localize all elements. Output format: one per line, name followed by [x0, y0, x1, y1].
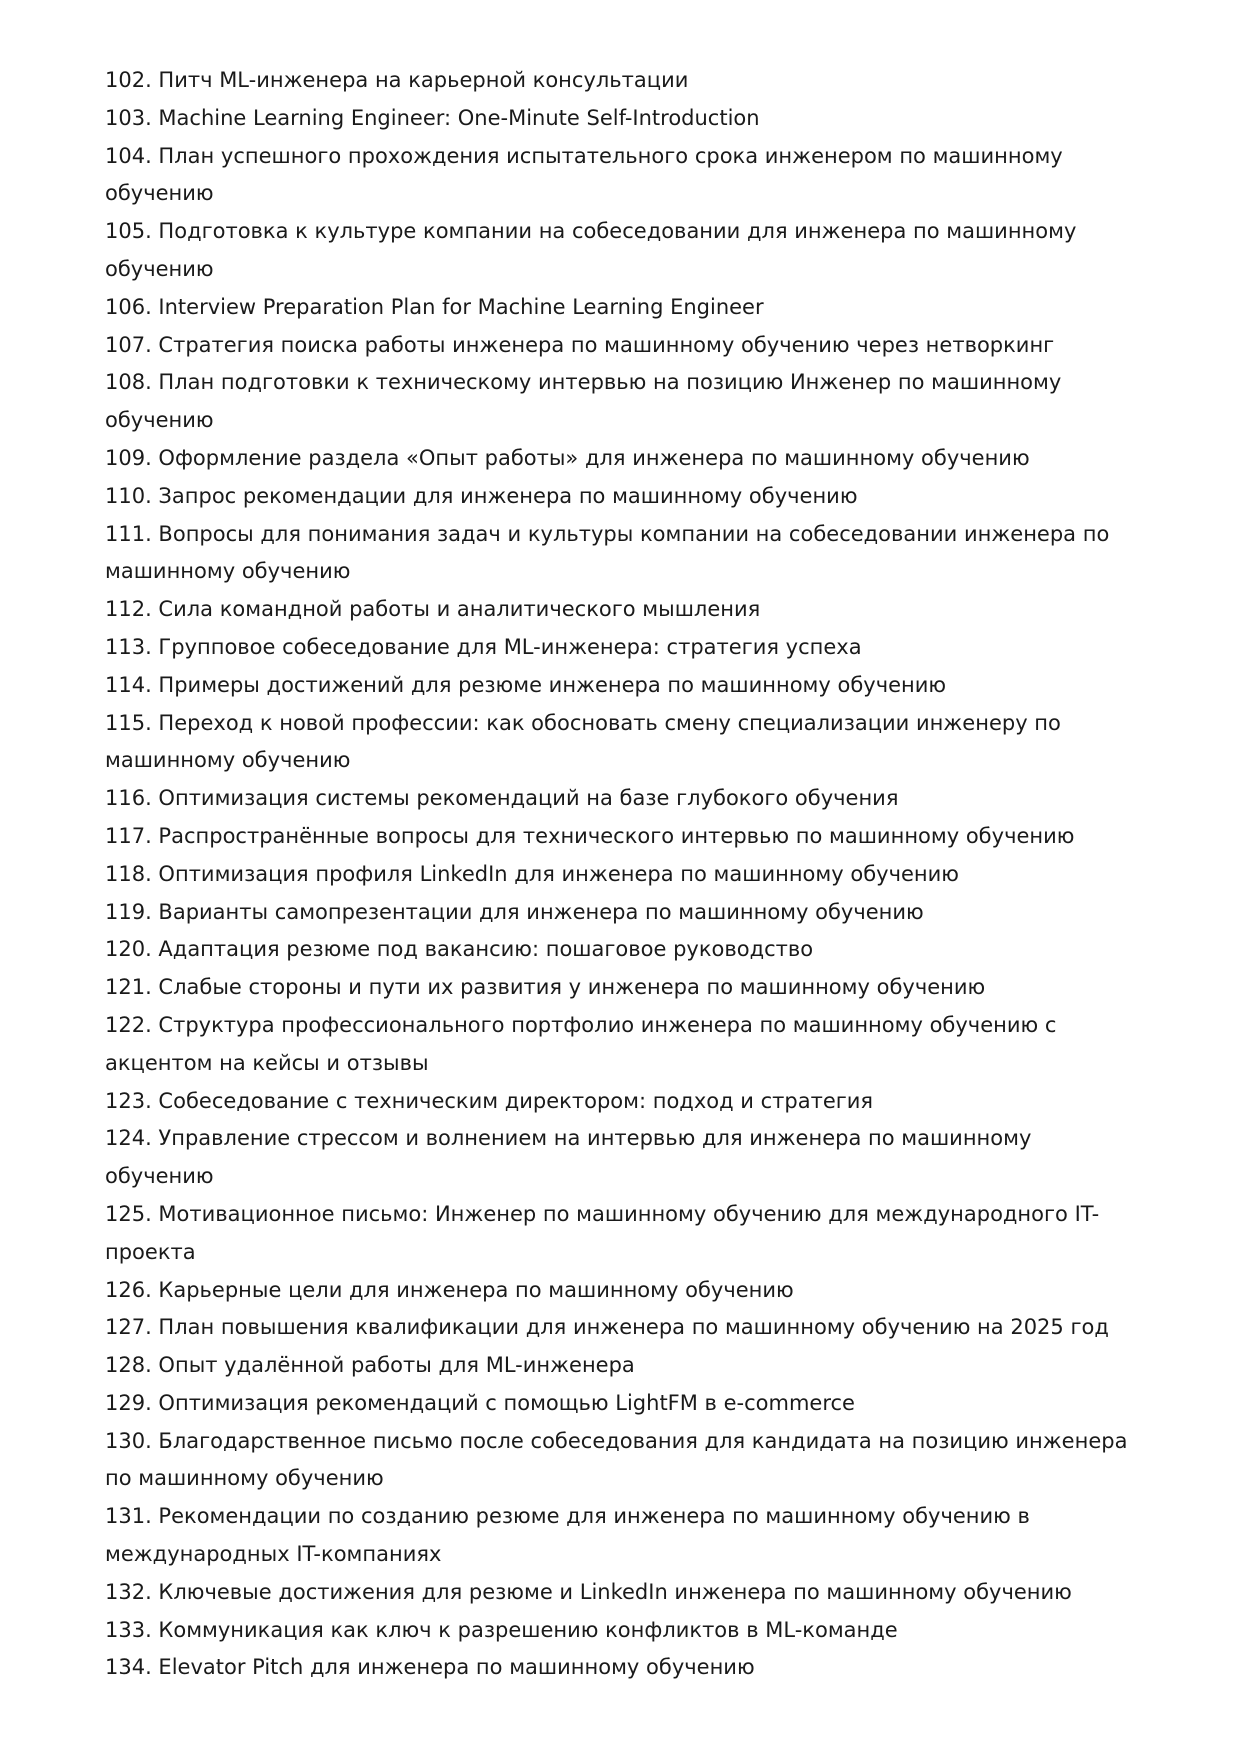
list-item: 121. Слабые стороны и пути их развития у инженера по машинному обучению: [105, 975, 986, 1000]
list-item: 103. Machine Learning Engineer: One-Minute Self-Introduction: [105, 105, 760, 130]
list-item: 133. Коммуникация как ключ к разрешению конфликтов в ML-команде: [105, 1617, 898, 1642]
list-item: 119. Варианты самопрезентации для инженера по машинному обучению: [105, 899, 924, 924]
list-item: 111. Вопросы для понимания задач и культуры компании на собеседовании инженера по машинному обучению: [105, 521, 1110, 584]
list-item: 129. Оптимизация рекомендаций с помощью LightFM в e-commerce: [105, 1390, 855, 1415]
list-item: 131. Рекомендации по созданию резюме для инженера по машинному обучению в международных IT-компаниях: [105, 1504, 1030, 1567]
list-item: 114. Примеры достижений для резюме инженера по машинному обучению: [105, 672, 947, 697]
list-item: 120. Адаптация резюме под вакансию: пошаговое руководство: [105, 937, 814, 962]
list-item: 110. Запрос рекомендации для инженера по машинному обучению: [105, 483, 858, 508]
entry-list: [105, 62, 1139, 1687]
list-item: 118. Оптимизация профиля LinkedIn для инженера по машинному обучению: [105, 861, 959, 886]
list-item: 107. Стратегия поиска работы инженера по машинному обучению через нетворкинг: [105, 332, 1055, 357]
list-item: 104. План успешного прохождения испытательного срока инженером по машинному обучению: [105, 143, 1063, 206]
list-item: 125. Мотивационное письмо: Инженер по машинному обучению для международного IT-проекта: [105, 1201, 1100, 1264]
list-item: 115. Переход к новой профессии: как обосновать смену специализации инженеру по машинному обучению: [105, 710, 1061, 773]
list-item: 108. План подготовки к техническому интервью на позицию Инженер по машинному обучению: [105, 370, 1062, 433]
list-item: 127. План повышения квалификации для инженера по машинному обучению на 2025 год: [105, 1315, 1109, 1340]
list-item: 124. Управление стрессом и волнением на интервью для инженера по машинному обучению: [105, 1126, 1032, 1189]
list-item: 132. Ключевые достижения для резюме и LinkedIn инженера по машинному обучению: [105, 1579, 1072, 1604]
list-item: 126. Карьерные цели для инженера по машинному обучению: [105, 1277, 794, 1302]
list-item: 106. Interview Preparation Plan for Machine Learning Engineer: [105, 294, 764, 319]
list-item: 128. Опыт удалённой работы для ML-инженера: [105, 1353, 635, 1378]
list-item: 102. Питч ML-инженера на карьерной консультации: [105, 68, 689, 92]
list-item: 113. Групповое собеседование для ML-инженера: стратегия успеха: [105, 634, 862, 659]
list-item: 122. Структура профессионального портфолио инженера по машинному обучению с акцентом на кейсы и отзывы: [105, 1012, 1057, 1075]
list-item: 105. Подготовка к культуре компании на собеседовании для инженера по машинному обучению: [105, 219, 1077, 281]
list-item: 109. Оформление раздела «Опыт работы» для инженера по машинному обучению: [105, 445, 1030, 470]
list-item: 116. Оптимизация системы рекомендаций на базе глубокого обучения: [105, 786, 899, 811]
list-item: 134. Elevator Pitch для инженера по машинному обучению: [105, 1655, 755, 1680]
list-item: 130. Благодарственное письмо после собеседования для кандидата на позицию инженера по машинному обучению: [105, 1428, 1128, 1491]
list-item: 117. Распространённые вопросы для технического интервью по машинному обучению: [105, 823, 1075, 848]
list-item: 112. Сила командной работы и аналитического мышления: [105, 597, 761, 622]
list-item: 123. Собеседование с техническим директором: подход и стратегия: [105, 1088, 874, 1113]
